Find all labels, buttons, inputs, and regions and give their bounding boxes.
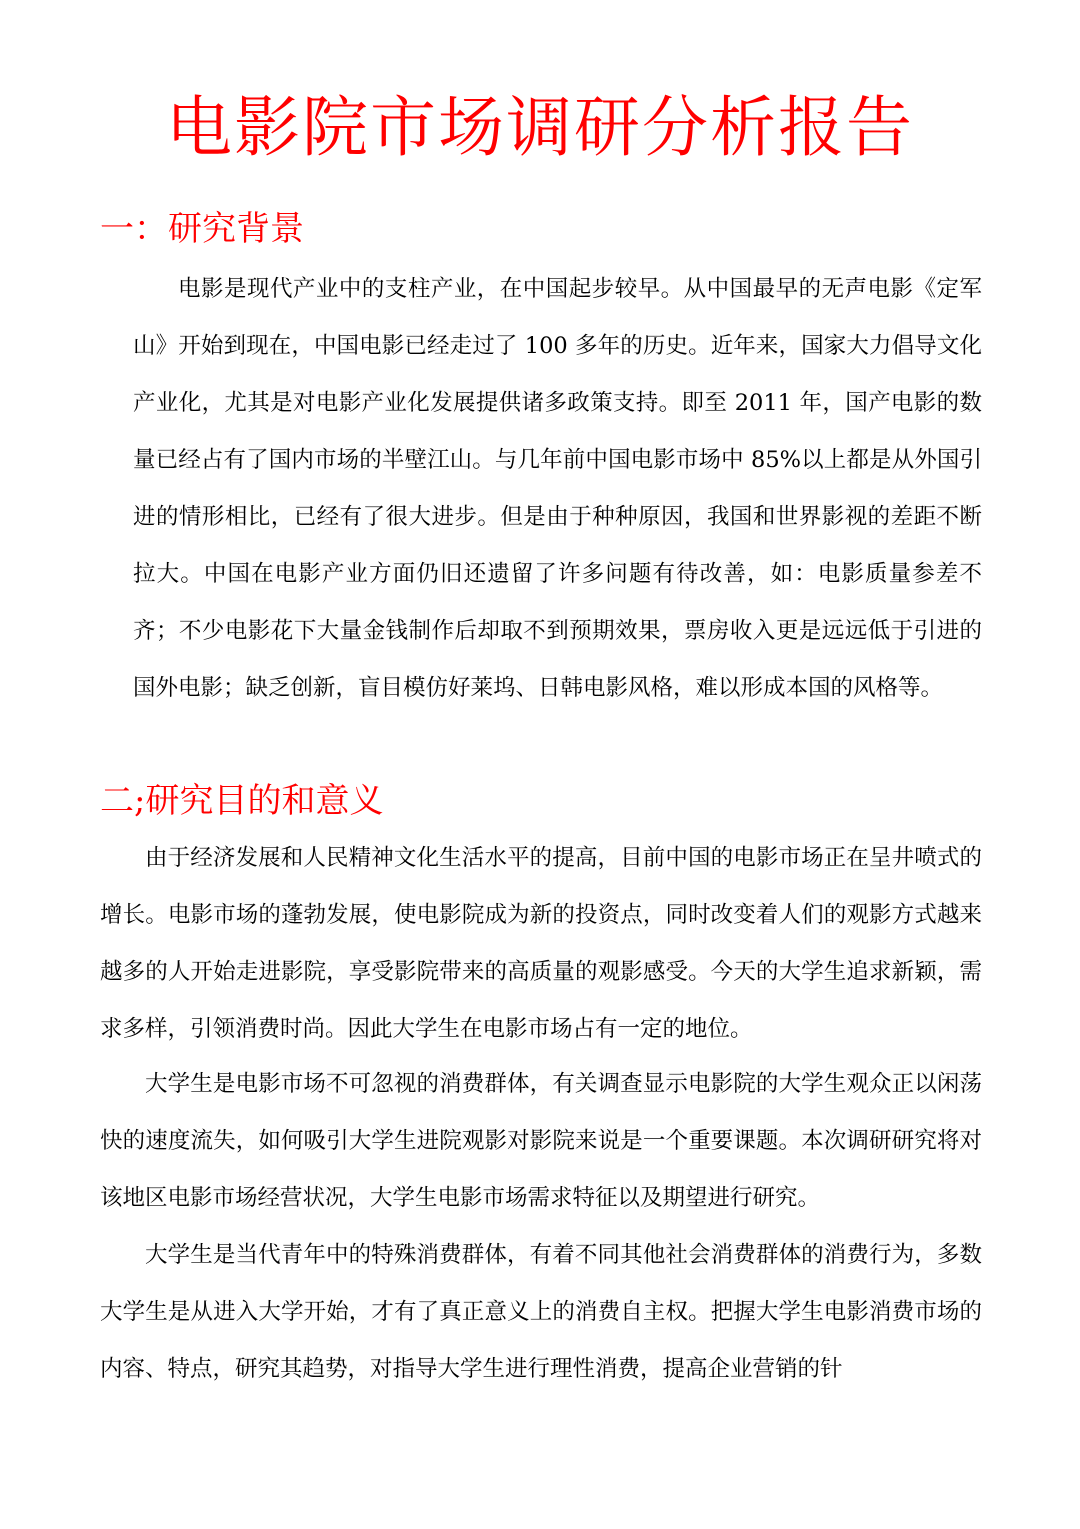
document-title: 电影院市场调研分析报告 [166, 89, 914, 166]
paragraph-purpose-1: 由于经济发展和人民精神文化生活水平的提高，目前中国的电影市场正在呈井喷式的增长。电影市场的蓬勃发展，使电影院成为新的投资点，同时改变着人们的观影方式越来越多的人开始走进影院，享受影院带来的高质量的观影感受。今天的大学生追求新颖，需求多样，引领消费时尚。因此大学生在电影市场占有一定的地位。 [100, 845, 982, 1042]
paragraph-background: 电影是现代产业中的支柱产业，在中国起步较早。从中国最早的无声电影《定军山》开始到现在，中国电影已经走过了 100 多年的历史。近年来，国家大力倡导文化产业化，尤其是对电影产业化发展提供诸多政策支持。即至 2011 年，国产电影的数量已经占有了国内市场的半壁江山。与几年前中国电影市场中 85%以上都是从外国引进的情形相比，已经有了很大进步。但是由于种种原因，我国和世界影视的差距不断拉大。中国在电影产业方面仍旧还遗留了许多问题有待改善，如：电影质量参差不齐；不少电影花下大量金钱制作后却取不到预期效果，票房收入更是远远低于引进的国外电影；缺乏创新，盲目模仿好莱坞、日韩电影风格，难以形成本国的风格等。 [133, 276, 982, 701]
section-heading-purpose: 二;研究目的和意义 [100, 781, 384, 821]
paragraph-purpose-3: 大学生是当代青年中的特殊消费群体，有着不同其他社会消费群体的消费行为，多数大学生是从进入大学开始，才有了真正意义上的消费自主权。把握大学生电影消费市场的内容、特点，研究其趋势，对指导大学生进行理性消费，提高企业营销的针 [100, 1242, 982, 1382]
paragraph-purpose-2: 大学生是电影市场不可忽视的消费群体，有关调查显示电影院的大学生观众正以闲荡快的速度流失，如何吸引大学生进院观影对影院来说是一个重要课题。本次调研研究将对该地区电影市场经营状况，大学生电影市场需求特征以及期望进行研究。 [100, 1071, 982, 1211]
section-heading-background: 一：研究背景 [100, 209, 304, 249]
